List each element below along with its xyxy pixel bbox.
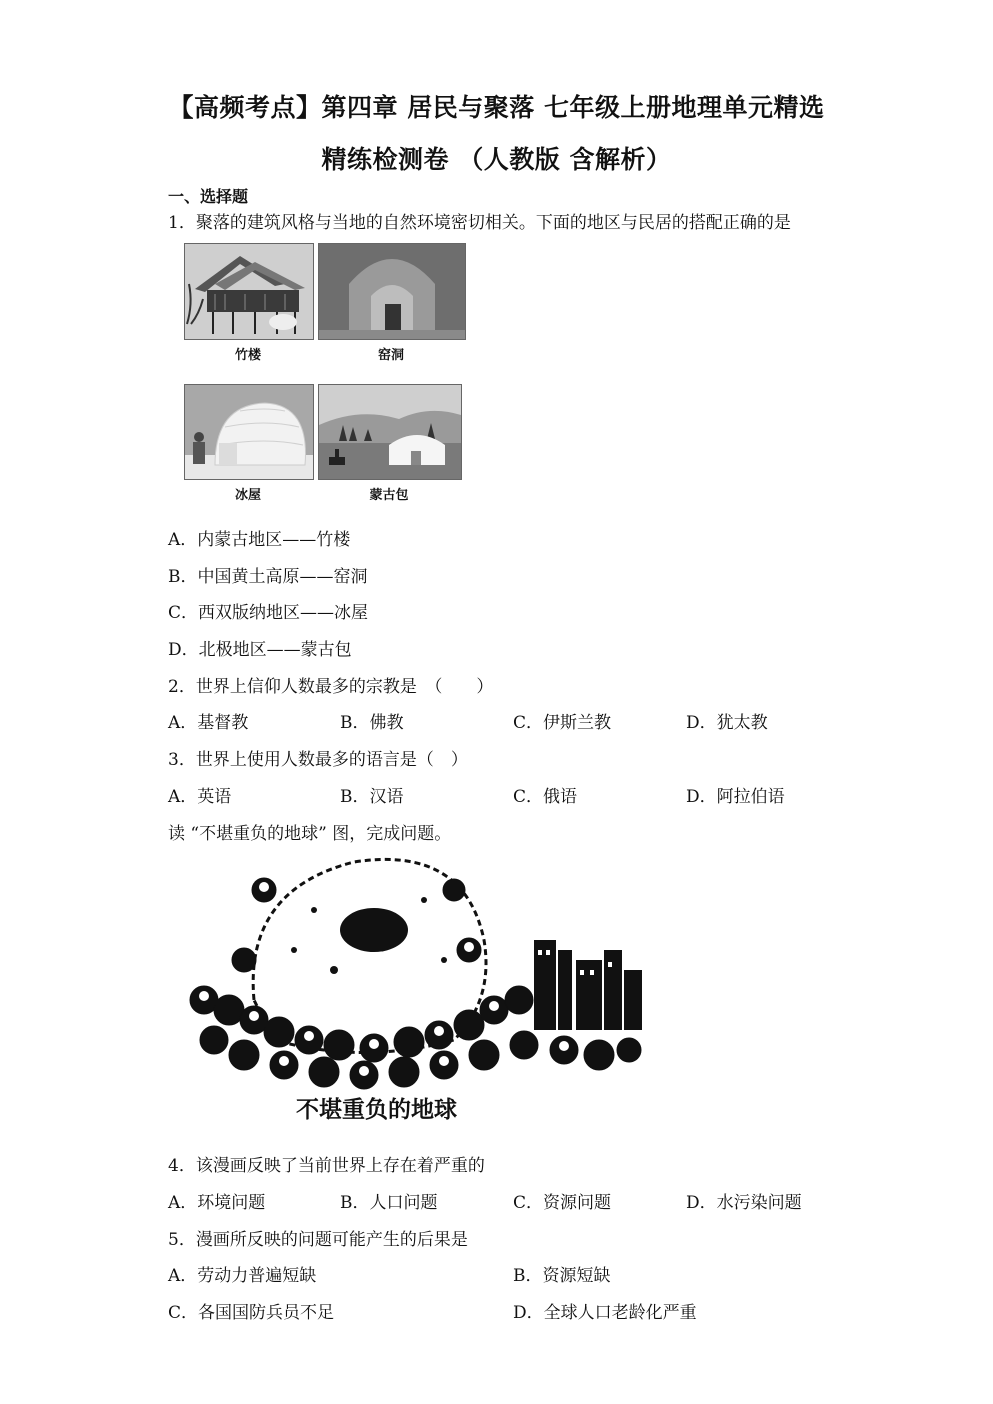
q5-option-d[interactable]: D．全球人口老龄化严重	[513, 1303, 697, 1323]
reading-prompt: 读 “不堪重负的地球” 图，完成问题。	[168, 824, 452, 844]
q3-option-d[interactable]: D．阿拉伯语	[686, 787, 785, 807]
q5-stem: 5．漫画所反映的问题可能产生的后果是	[168, 1230, 468, 1250]
q2-option-d[interactable]: D．犹太教	[686, 713, 768, 733]
q4-stem: 4．该漫画反映了当前世界上存在着严重的	[168, 1156, 485, 1176]
q5-option-c[interactable]: C．各国国防兵员不足	[168, 1303, 335, 1323]
q3-option-a[interactable]: A．英语	[168, 787, 232, 807]
igloo-image	[184, 384, 314, 480]
q4-option-d[interactable]: D．水污染问题	[686, 1193, 802, 1213]
image-caption-cave-dwelling: 窑洞	[377, 348, 404, 363]
yurt-image	[318, 384, 462, 480]
q1-option-a[interactable]: A．内蒙古地区——竹楼	[168, 530, 351, 550]
image-caption-bamboo-house: 竹楼	[234, 348, 261, 363]
q4-option-b[interactable]: B．人口问题	[340, 1193, 438, 1213]
cartoon-caption: 不堪重负的地球	[296, 1097, 457, 1123]
bamboo-house-image	[184, 243, 314, 340]
q2-option-a[interactable]: A．基督教	[168, 713, 249, 733]
q3-option-c[interactable]: C．俄语	[513, 787, 578, 807]
q1-option-b[interactable]: B．中国黄土高原——窑洞	[168, 567, 368, 587]
q1-stem: 1．聚落的建筑风格与当地的自然环境密切相关。下面的地区与民居的搭配正确的是	[168, 213, 791, 233]
q5-option-b[interactable]: B．资源短缺	[513, 1266, 611, 1286]
q4-option-a[interactable]: A．环境问题	[168, 1193, 266, 1213]
image-caption-yurt: 蒙古包	[369, 488, 409, 503]
q2-stem: 2．世界上信仰人数最多的宗教是 （ ）	[168, 677, 494, 697]
q2-option-c[interactable]: C．伊斯兰教	[513, 713, 612, 733]
section-heading: 一、选择题	[168, 187, 249, 206]
q3-stem: 3．世界上使用人数最多的语言是（ ）	[168, 750, 468, 770]
q3-option-b[interactable]: B．汉语	[340, 787, 404, 807]
page-title-line-1: 【高频考点】第四章 居民与聚落 七年级上册地理单元精选	[168, 93, 825, 122]
q4-option-c[interactable]: C．资源问题	[513, 1193, 612, 1213]
q1-option-c[interactable]: C．西双版纳地区——冰屋	[168, 603, 369, 623]
q5-option-a[interactable]: A．劳动力普遍短缺	[168, 1266, 317, 1286]
q1-option-d[interactable]: D．北极地区——蒙古包	[168, 640, 352, 660]
q2-option-b[interactable]: B．佛教	[340, 713, 404, 733]
cave-dwelling-image	[318, 243, 466, 340]
image-caption-igloo: 冰屋	[234, 488, 261, 503]
page-title-line-2: 精练检测卷 （人教版 含解析）	[321, 145, 672, 174]
overloaded-earth-cartoon	[184, 850, 642, 1124]
